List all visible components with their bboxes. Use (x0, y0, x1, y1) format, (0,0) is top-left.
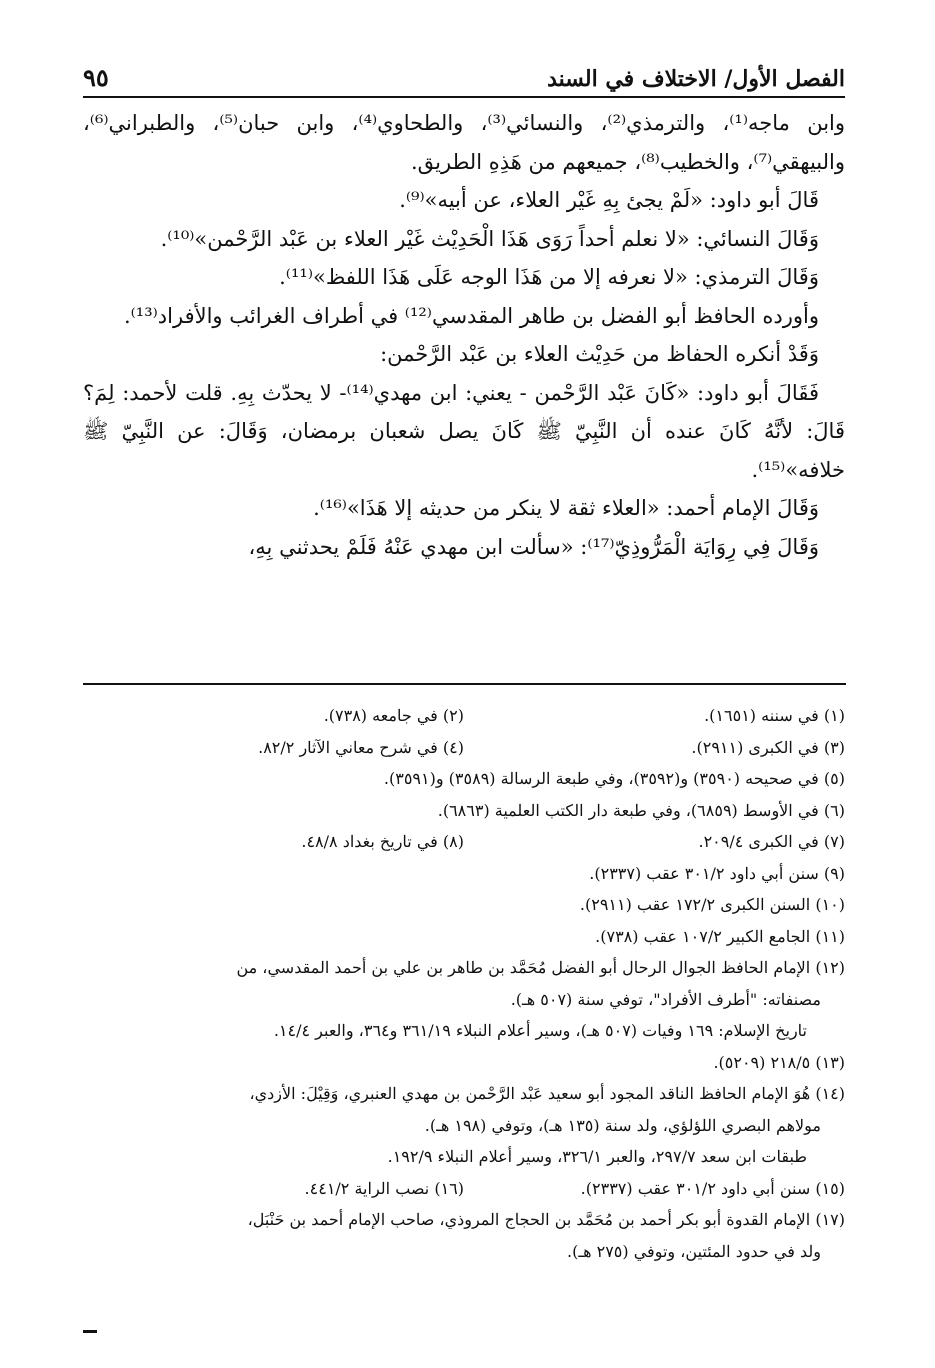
page-number: ٩٥ (83, 63, 109, 92)
footnote: (١٣) ٢١٨/٥ (٥٢٠٩). (713, 1052, 845, 1072)
paragraph: وَقَالَ النسائي: «لا نعلم أحداً رَوَى هَذَا الْحَدِيْث غَيْر العلاء بن عَبْد الرَّحْمن»⁽¹⁰⁾. (160, 226, 819, 251)
footnote-separator (83, 683, 846, 685)
page-header (83, 52, 845, 98)
paragraph: وَقَالَ فِي رِوَايَة الْمَرُّوذِيّ⁽¹⁷⁾: «سألت ابن مهدي عَنْهُ فَلَمْ يحدثني بِهِ، (248, 534, 819, 559)
footnote: (٣) في الكبرى (٢٩١١). (691, 737, 845, 757)
footnote: (١٧) الإمام القدوة أبو بكر أحمد بن مُحَمَّد بن الحجاج المروذي، صاحب الإمام أحمد بن حَنْبَل، (247, 1210, 845, 1229)
footnote-sources: طبقات ابن سعد ٢٩٧/٧، والعبر ٣٢٦/١، وسير أعلام النبلاء ١٩٢/٩. (387, 1147, 807, 1166)
footnote: (١١) الجامع الكبير ١٠٧/٢ عقب (٧٣٨). (595, 926, 845, 946)
paragraph: وَقَدْ أنكره الحفاظ من حَدِيْث العلاء بن عَبْد الرَّحْمن: (380, 342, 819, 366)
paragraph: فَقَالَ أبو داود: «كَانَ عَبْد الرَّحْمن - يعني: ابن مهدي⁽¹⁴⁾- لا يحدّث بِهِ. قلت لأحمد: لِمَ؟ قَالَ: لأنَّهُ كَانَ عنده أن النَّبِيّ ﷺ كَانَ يصل شعبان برمضان، وَقَالَ: عن النَّبِيّ ﷺ خلافه»⁽¹⁵⁾. (83, 380, 845, 482)
footnote: (١٠) السنن الكبرى ١٧٢/٢ عقب (٢٩١١). (579, 895, 845, 914)
footnote-continuation: مولاهم البصري اللؤلؤي، ولد سنة (١٣٥ هـ)، وتوفي (١٩٨ هـ). (424, 1115, 821, 1135)
paragraph: وَقَالَ الترمذي: «لا نعرفه إلا من هَذَا الوجه عَلَى هَذَا اللفظ»⁽¹¹⁾. (279, 265, 819, 289)
paragraph: وأورده الحافظ أبو الفضل بن طاهر المقدسي⁽¹²⁾ في أطراف الغرائب والأفراد⁽¹³⁾. (123, 303, 819, 328)
footnote: (٩) سنن أبي داود ٣٠١/٢ عقب (٢٣٣٧). (589, 863, 845, 883)
footnote-row (83, 732, 845, 764)
paragraph: وابن ماجه⁽¹⁾، والترمذي⁽²⁾، والنسائي⁽³⁾، والطحاوي⁽⁴⁾، وابن حبان⁽⁵⁾، والطبراني⁽⁶⁾، والبيهقي⁽⁷⁾، والخطيب⁽⁸⁾، جميعهم من هَذِهِ الطريق. (83, 111, 846, 174)
footnotes (83, 700, 845, 1267)
footnote: (٢) في جامعه (٧٣٨). (323, 706, 464, 725)
footnote: (٨) في تاريخ بغداد ٤٨/٨. (301, 832, 464, 851)
footnote: (٧) في الكبرى ٢٠٩/٤. (698, 832, 845, 851)
paragraph: وَقَالَ الإمام أحمد: «العلاء ثقة لا ينكر من حديثه إلا هَذَا»⁽¹⁶⁾. (313, 496, 819, 520)
footnote-continuation: مصنفاته: "أطرف الأفراد"، توفي سنة (٥٠٧ هـ). (510, 989, 821, 1009)
running-title: الفصل الأول/ الاختلاف في السند (547, 66, 845, 92)
footnote: (١٦) نصب الراية ٤٤١/٢. (304, 1178, 464, 1198)
footnote: (٦) في الأوسط (٦٨٥٩)، وفي طبعة دار الكتب العلمية (٦٨٦٣). (437, 800, 845, 820)
footnote: (١) في سننه (١٦٥١). (704, 706, 845, 725)
footnote: (١٤) هُوَ الإمام الحافظ الناقد المجود أبو سعيد عَبْد الرَّحْمن بن مهدي العنبري، وَقِيْلَ: الأزدي، (249, 1084, 845, 1103)
footnote-row (83, 700, 845, 732)
footnote: (٤) في شرح معاني الآثار ٨٢/٢. (258, 737, 464, 757)
footnote-row (83, 826, 845, 858)
footnote: (١٥) سنن أبي داود ٣٠١/٢ عقب (٢٣٣٧). (580, 1178, 845, 1198)
footnote-continuation: ولد في حدود المئتين، وتوفي (٢٧٥ هـ). (567, 1241, 821, 1261)
footnote-row (83, 1173, 845, 1205)
paragraph: قَالَ أبو داود: «لَمْ يجئ بِهِ غَيْر العلاء، عن أبيه»⁽⁹⁾. (399, 188, 819, 212)
main-text (83, 104, 845, 566)
end-mark (83, 1330, 97, 1333)
footnote-sources: تاريخ الإسلام: ١٦٩ وفيات (٥٠٧ هـ)، وسير أعلام النبلاء ٣٦١/١٩ و٣٦٤، والعبر ١٤/٤. (273, 1021, 807, 1040)
footnote: (٥) في صحيحه (٣٥٩٠) و(٣٥٩٢)، وفي طبعة الرسالة (٣٥٨٩) و(٣٥٩١). (383, 769, 845, 788)
footnote: (١٢) الإمام الحافظ الجوال الرحال أبو الفضل مُحَمَّد بن طاهر بن علي بن أحمد المقدسي، من (236, 958, 845, 977)
